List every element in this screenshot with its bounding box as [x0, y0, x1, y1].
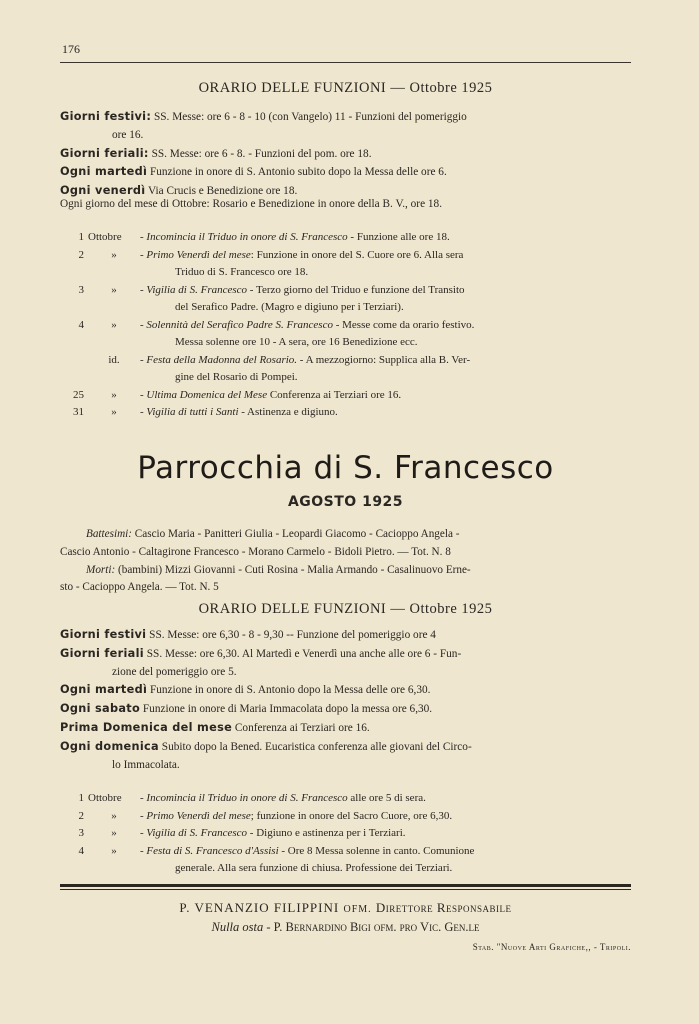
- calendar-day: [60, 352, 88, 370]
- calendar-event: Incomincia il Triduo in onore di S. Francesco: [146, 231, 348, 243]
- schedule-line: [60, 738, 634, 757]
- calendar-month: Ottobre: [88, 231, 122, 243]
- section1-title: ORARIO DELLE FUNZIONI — Ottobre 1925: [198, 80, 493, 96]
- calendar-month: »: [111, 388, 117, 401]
- calendar-continuation: Messa solenne ore 10 - A sera, ore 16 Benedizione ecc.: [175, 336, 418, 348]
- calendar-detail: - Messe come da orario festivo.: [332, 318, 475, 331]
- calendar-event: Festa di S. Francesco d'Assisi: [146, 844, 279, 857]
- schedule-text: Funzione in onore di S. Antonio dopo la Messa delle ore 6,30.: [149, 684, 431, 697]
- calendar-entry: [60, 387, 634, 405]
- calendar-entry: [60, 229, 634, 247]
- calendar-detail: - Ore 8 Messa solenne in canto. Comunione: [278, 844, 475, 857]
- page-number: 176: [62, 42, 80, 56]
- deaths-line-1: Morti: (bambini) Mizzi Giovanni - Cuti Rosina - Malia Armando - Casalinuovo Erne-: [86, 563, 471, 576]
- calendar-entry: [60, 282, 634, 300]
- parish-subtitle: AGOSTO 1925: [287, 494, 404, 510]
- schedule-label: Giorni feriali:: [60, 146, 149, 160]
- calendar-text: - Primo Venerdì del mese; funzione in onore del Sacro Cuore, ore 6,30.: [140, 809, 453, 822]
- schedule-text: SS. Messe: ore 6,30 - 8 - 9,30 -- Funzione del pomeriggio ore 4: [149, 629, 436, 641]
- calendar-entry: [60, 843, 634, 861]
- calendar-detail: - Terzo giorno del Triduo e funzione del Transito: [247, 283, 465, 296]
- calendar-detail: alle ore 5 di sera.: [347, 792, 426, 804]
- calendar-continuation: gine del Rosario di Pompei.: [175, 371, 298, 383]
- schedule-line: [60, 719, 634, 738]
- schedule-text: Conferenza ai Terziari ore 16.: [234, 721, 370, 734]
- schedule-text: Funzione in onore di S. Antonio subito dopo la Messa delle ore 6.: [149, 166, 447, 179]
- section1-calendar: [60, 229, 634, 422]
- calendar-detail: - Digiuno e astinenza per i Terziari.: [247, 827, 406, 839]
- footer-rule-thick: [60, 884, 631, 887]
- baptisms-line-1: Battesimi: Cascio Maria - Panitteri Giulia - Leopardi Giacomo - Cacioppo Angela -: [86, 528, 460, 540]
- schedule-line: [60, 108, 634, 127]
- schedule-line: [60, 700, 634, 719]
- calendar-day: 1: [78, 231, 84, 243]
- nulla-osta-line: [60, 920, 631, 935]
- calendar-event: Solennità del Serafico Padre S. Francesco: [146, 318, 333, 331]
- calendar-day: 25: [73, 388, 84, 401]
- schedule-line: [60, 163, 634, 182]
- section1-schedule: [60, 108, 634, 201]
- director-line: [60, 900, 631, 916]
- calendar-event: Primo Venerdì del mese: [146, 248, 251, 261]
- calendar-event: Incomincia il Triduo in onore di S. Francesco: [146, 792, 348, 804]
- calendar-event: Ultima Domenica del Mese: [146, 388, 268, 401]
- calendar-detail: ; funzione in onore del Sacro Cuore, ore 6,30.: [250, 809, 453, 822]
- calendar-text: - Festa della Madonna del Rosario. - A mezzogiorno: Supplica alla B. Ver-: [140, 353, 471, 366]
- schedule-text: Via Crucis e Benedizione ore 18.: [148, 185, 298, 198]
- footer-rule-thin: [60, 889, 631, 890]
- schedule-line: [60, 645, 634, 664]
- schedule-line: [60, 626, 634, 645]
- calendar-entry: [60, 247, 634, 265]
- calendar-day: 3: [78, 827, 84, 839]
- calendar-event: Vigilia di tutti i Santi: [146, 406, 239, 418]
- calendar-entry: [60, 352, 634, 370]
- director-name: P. VENANZIO FILIPPINI: [179, 900, 340, 915]
- schedule-label: Ogni venerdì: [60, 184, 146, 198]
- baptisms-label: Battesimi:: [86, 528, 132, 540]
- calendar-event: Vigilia di S. Francesco: [146, 827, 248, 839]
- header-rule: [60, 62, 631, 63]
- calendar-day: 3: [78, 283, 84, 296]
- schedule-continuation: ore 16.: [112, 128, 144, 141]
- rosary-note: Ogni giorno del mese di Ottobre: Rosario e Benedizione in onore della B. V., ore 18.: [60, 198, 443, 210]
- calendar-event: Vigilia di S. Francesco: [146, 283, 248, 296]
- calendar-entry: [60, 790, 634, 808]
- section2-title: ORARIO DELLE FUNZIONI — Ottobre 1925: [198, 601, 493, 617]
- calendar-day: 4: [78, 844, 84, 857]
- parish-register: [60, 526, 634, 597]
- calendar-detail: Conferenza ai Terziari ore 16.: [267, 388, 402, 401]
- printer-line: Stab. "Nuove Arti Grafiche,, - Tripoli.: [472, 942, 631, 952]
- calendar-day: 1: [78, 792, 84, 804]
- schedule-label: Ogni martedì: [60, 683, 148, 697]
- schedule-text: SS. Messe: ore 6 - 8 - 10 (con Vangelo) 11 - Funzioni del pomeriggio: [153, 111, 467, 123]
- schedule-text: SS. Messe: ore 6,30. Al Martedì e Venerdì una anche alle ore 6 - Fun-: [146, 647, 462, 660]
- calendar-month: Ottobre: [88, 792, 122, 804]
- section2-calendar: [60, 790, 634, 878]
- schedule-line: [60, 681, 634, 700]
- section1-note: [60, 196, 634, 214]
- calendar-day: 4: [78, 318, 84, 331]
- calendar-detail: - Funzione alle ore 18.: [347, 231, 450, 243]
- calendar-month: »: [111, 283, 117, 296]
- calendar-detail: - A mezzogiorno: Supplica alla B. Ver-: [297, 353, 471, 366]
- calendar-month: »: [111, 248, 117, 261]
- calendar-day: 2: [78, 248, 84, 261]
- schedule-label: Giorni festivi:: [60, 110, 152, 123]
- calendar-month: »: [111, 318, 117, 331]
- baptisms-line-2: Cascio Antonio - Caltagirone Francesco - Morano Carmelo - Bidoli Pietro. — Tot. N. 8: [60, 545, 451, 558]
- calendar-entry: [60, 317, 634, 335]
- calendar-month: id.: [108, 353, 120, 366]
- calendar-detail: : Funzione in onore del S. Cuore ore 6. Alla sera: [250, 248, 464, 261]
- calendar-event: Festa della Madonna del Rosario.: [146, 353, 298, 366]
- calendar-month: »: [111, 809, 117, 822]
- calendar-entry: [60, 825, 634, 843]
- calendar-text: - Solennità del Serafico Padre S. Francesco - Messe come da orario festivo.: [140, 318, 475, 331]
- calendar-text: - Vigilia di tutti i Santi - Astinenza e digiuno.: [140, 406, 338, 418]
- calendar-event: Primo Venerdì del mese: [146, 809, 251, 822]
- deaths-label: Morti:: [86, 563, 116, 576]
- schedule-text: SS. Messe: ore 6 - 8. - Funzioni del pom. ore 18.: [151, 147, 372, 160]
- calendar-continuation: Triduo di S. Francesco ore 18.: [175, 266, 309, 278]
- calendar-text: - Ultima Domenica del Mese Conferenza ai Terziari ore 16.: [140, 388, 402, 401]
- nulla-osta-label: Nulla osta: [211, 920, 264, 934]
- director-role: Direttore Responsabile: [375, 900, 512, 915]
- schedule-label: Ogni martedì: [60, 165, 148, 179]
- schedule-label: Giorni festivi: [60, 628, 147, 641]
- schedule-label: Ogni domenica: [60, 739, 159, 753]
- schedule-continuation: lo Immacolata.: [112, 758, 180, 771]
- schedule-label: Ogni sabato: [60, 702, 141, 716]
- section2-schedule: [60, 626, 634, 774]
- calendar-text: - Incomincia il Triduo in onore di S. Francesco - Funzione alle ore 18.: [140, 231, 450, 243]
- calendar-text: - Primo Venerdì del mese: Funzione in onore del S. Cuore ore 6. Alla sera: [140, 248, 464, 261]
- calendar-detail: - Astinenza e digiuno.: [238, 406, 338, 418]
- schedule-line: [60, 145, 634, 164]
- calendar-day: 2: [78, 809, 84, 822]
- calendar-entry: [60, 404, 634, 422]
- director-order: OFM.: [343, 904, 372, 915]
- schedule-label: Giorni feriali: [60, 646, 144, 660]
- calendar-continuation: generale. Alla sera funzione di chiusa. Professione dei Terziari.: [175, 862, 453, 874]
- calendar-day: 31: [73, 406, 84, 418]
- calendar-text: - Vigilia di S. Francesco - Terzo giorno del Triduo e funzione del Transito: [140, 283, 465, 296]
- calendar-entry: [60, 808, 634, 826]
- nulla-osta-text: - P. Bernardino Bigi ofm. pro Vic. Gen.le: [266, 920, 480, 934]
- calendar-text: - Vigilia di S. Francesco - Digiuno e astinenza per i Terziari.: [140, 827, 406, 839]
- schedule-label: Prima Domenica del mese: [60, 720, 233, 734]
- calendar-text: - Festa di S. Francesco d'Assisi - Ore 8 Messa solenne in canto. Comunione: [140, 844, 475, 857]
- schedule-text: Subito dopo la Bened. Eucaristica conferenza alle giovani del Circo-: [161, 740, 472, 753]
- calendar-month: »: [111, 827, 117, 839]
- calendar-continuation: del Serafico Padre. (Magro e digiuno per i Terziari).: [175, 301, 404, 313]
- calendar-month: »: [111, 844, 117, 857]
- parish-title: Parrocchia di S. Francesco: [137, 450, 554, 486]
- schedule-continuation: zione del pomeriggio ore 5.: [112, 665, 237, 678]
- deaths-line-2: sto - Cacioppo Angela. — Tot. N. 5: [60, 581, 219, 594]
- calendar-text: - Incomincia il Triduo in onore di S. Francesco alle ore 5 di sera.: [140, 792, 426, 804]
- schedule-text: Funzione in onore di Maria Immacolata dopo la messa ore 6,30.: [142, 703, 433, 716]
- calendar-month: »: [111, 406, 117, 418]
